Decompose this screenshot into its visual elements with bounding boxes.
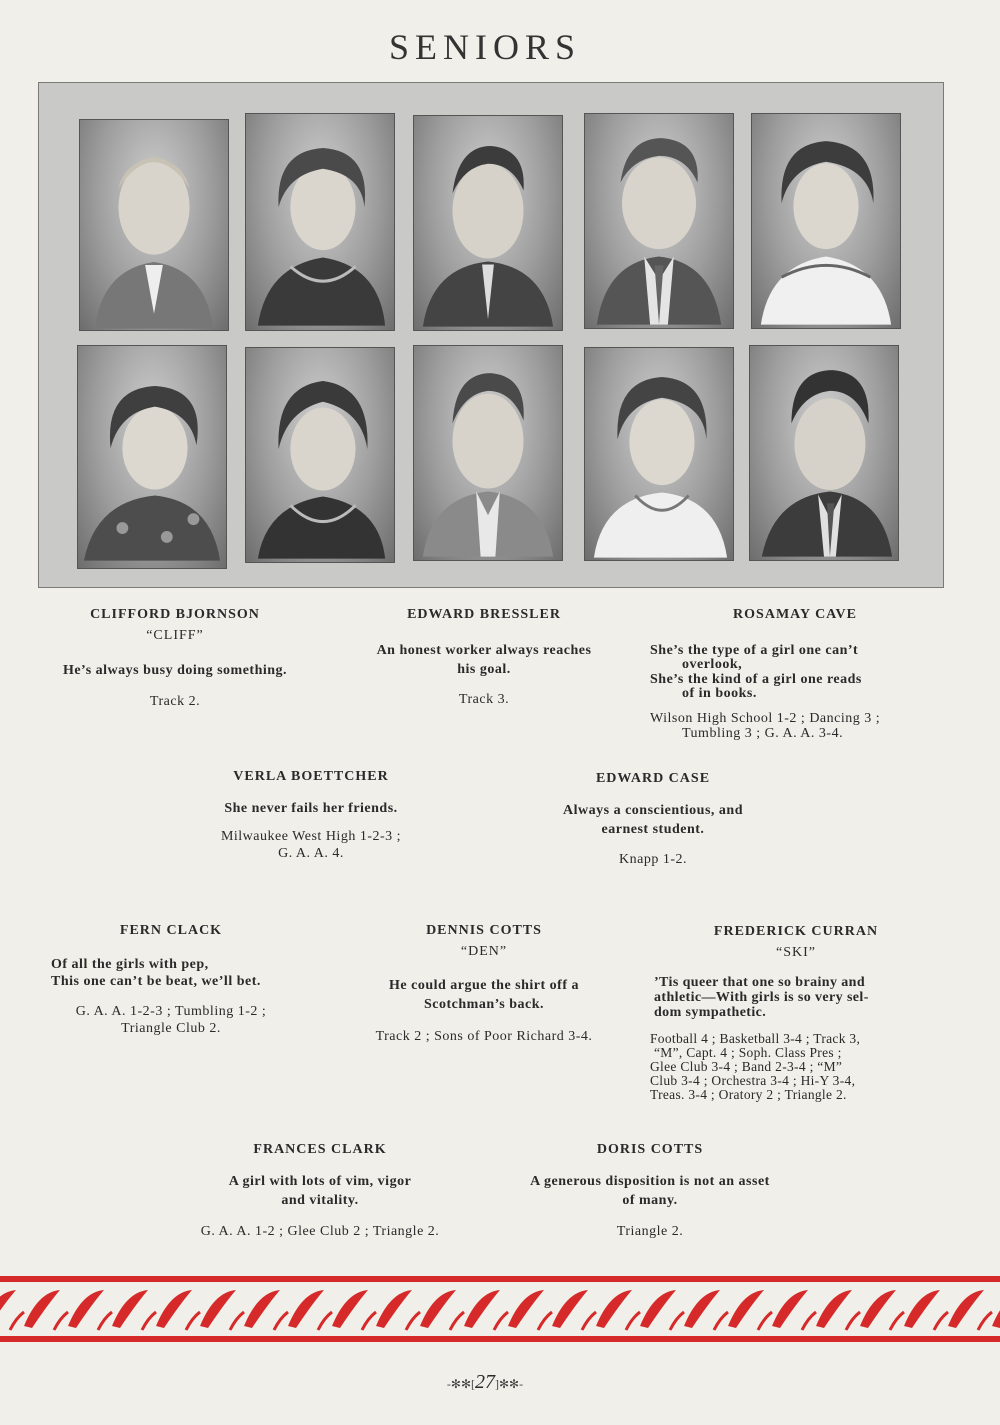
portrait-photo bbox=[245, 347, 395, 563]
page-ornament-left: -✻✻[ bbox=[446, 1377, 475, 1391]
senior-entry-clack bbox=[40, 922, 302, 1037]
leaf-stem bbox=[362, 1312, 376, 1330]
leaf-pattern-icon bbox=[0, 1282, 1000, 1336]
leaf-mark bbox=[156, 1290, 192, 1328]
leaf-stem bbox=[670, 1312, 684, 1330]
senior-entry-doris-cotts bbox=[494, 1141, 806, 1240]
leaf-stem bbox=[714, 1312, 728, 1330]
senior-activities-line: Milwaukee West High 1-2-3 ; bbox=[220, 829, 402, 844]
senior-quote-line: An honest worker always reaches bbox=[376, 643, 592, 658]
senior-activities-line: “M”, Capt. 4 ; Soph. Class Pres ; bbox=[654, 1045, 842, 1060]
leaf-mark bbox=[860, 1290, 896, 1328]
leaf-mark bbox=[24, 1290, 60, 1328]
leaf-mark bbox=[332, 1290, 368, 1328]
senior-activities: Knapp 1-2. bbox=[619, 852, 687, 867]
senior-quote-line: dom sympathetic. bbox=[654, 1005, 767, 1020]
senior-name: FREDERICK CURRAN bbox=[713, 924, 879, 939]
leaf-stem bbox=[450, 1312, 464, 1330]
senior-name: EDWARD CASE bbox=[595, 771, 711, 786]
leaf-mark bbox=[948, 1290, 984, 1328]
leaf-stem bbox=[978, 1312, 992, 1330]
senior-quote-line: She’s the kind of a girl one reads bbox=[650, 672, 862, 687]
leaf-stem bbox=[890, 1312, 904, 1330]
senior-entry-case bbox=[518, 770, 788, 868]
leaf-stem bbox=[626, 1312, 640, 1330]
leaf-mark bbox=[816, 1290, 852, 1328]
senior-entry-bjornson bbox=[40, 606, 310, 710]
senior-quote-line: his goal. bbox=[457, 662, 511, 677]
page-number-value: 27 bbox=[475, 1371, 495, 1393]
senior-name: DENNIS COTTS bbox=[426, 923, 542, 938]
portrait-photo bbox=[413, 345, 563, 561]
leaf-mark bbox=[420, 1290, 456, 1328]
senior-entry-bressler bbox=[346, 606, 622, 708]
leaf-mark bbox=[772, 1290, 808, 1328]
leaf-stem bbox=[406, 1312, 420, 1330]
leaf-mark bbox=[728, 1290, 764, 1328]
page-ornament-right: ]✻✻- bbox=[495, 1377, 524, 1391]
leaf-stem bbox=[98, 1312, 112, 1330]
senior-quote-line: He could argue the shirt off a bbox=[389, 978, 579, 993]
leaf-mark bbox=[244, 1290, 280, 1328]
senior-quote-line: A girl with lots of vim, vigor bbox=[228, 1174, 412, 1189]
senior-activities: Track 2 ; Sons of Poor Richard 3-4. bbox=[375, 1029, 593, 1044]
senior-nickname: “DEN” bbox=[460, 944, 508, 959]
portrait-photo bbox=[584, 347, 734, 561]
leaf-stem bbox=[142, 1312, 156, 1330]
senior-name: DORIS COTTS bbox=[596, 1142, 704, 1157]
portrait-photo bbox=[77, 345, 227, 569]
leaf-stem bbox=[846, 1312, 860, 1330]
leaf-mark bbox=[288, 1290, 324, 1328]
leaf-mark bbox=[508, 1290, 544, 1328]
senior-quote bbox=[40, 956, 302, 990]
portrait-photo bbox=[749, 345, 899, 561]
senior-quote-line: Scotchman’s back. bbox=[424, 997, 544, 1012]
page-title: SENIORS bbox=[388, 27, 582, 67]
senior-activities-line: Triangle Club 2. bbox=[121, 1021, 221, 1036]
senior-name: CLIFFORD BJORNSON bbox=[90, 607, 260, 622]
senior-activities: Triangle 2. bbox=[616, 1224, 684, 1239]
senior-activities: G. A. A. 1-2 ; Glee Club 2 ; Triangle 2. bbox=[200, 1224, 440, 1239]
decorative-border bbox=[0, 1276, 1000, 1342]
senior-quote bbox=[650, 975, 942, 1020]
senior-activities: Track 2. bbox=[149, 694, 201, 709]
senior-activities-line: Tumbling 3 ; G. A. A. 3-4. bbox=[682, 726, 844, 741]
senior-activities bbox=[650, 1032, 942, 1102]
senior-quote bbox=[650, 642, 940, 700]
photo-panel bbox=[38, 82, 944, 588]
senior-activities-line: G. A. A. 1-2-3 ; Tumbling 1-2 ; bbox=[75, 1004, 267, 1019]
senior-activities bbox=[650, 711, 940, 741]
senior-quote-line: of in books. bbox=[682, 686, 757, 701]
senior-name: FERN CLACK bbox=[119, 923, 223, 938]
leaf-mark bbox=[68, 1290, 104, 1328]
senior-quote-line: ’Tis queer that one so brainy and bbox=[654, 975, 866, 990]
leaf-stem bbox=[494, 1312, 508, 1330]
leaf-stem bbox=[274, 1312, 288, 1330]
senior-activities-line: Treas. 3-4 ; Oratory 2 ; Triangle 2. bbox=[650, 1087, 847, 1102]
senior-entry-boettcher bbox=[176, 768, 446, 862]
leaf-stem bbox=[186, 1312, 200, 1330]
leaf-mark bbox=[200, 1290, 236, 1328]
leaf-mark bbox=[552, 1290, 588, 1328]
leaf-stem bbox=[10, 1312, 24, 1330]
senior-quote-line: athletic—With girls is so very sel- bbox=[654, 990, 869, 1005]
leaf-stem bbox=[318, 1312, 332, 1330]
senior-quote-line: and vitality. bbox=[281, 1193, 359, 1208]
leaf-stem bbox=[934, 1312, 948, 1330]
leaf-mark bbox=[596, 1290, 632, 1328]
senior-quote-line: earnest student. bbox=[601, 822, 705, 837]
senior-nickname: “SKI” bbox=[776, 945, 816, 960]
senior-quote-line: Always a conscientious, and bbox=[563, 803, 743, 818]
senior-quote-line: of many. bbox=[622, 1193, 678, 1208]
portrait-photo bbox=[245, 113, 395, 331]
leaf-stem bbox=[582, 1312, 596, 1330]
senior-nickname: “CLIFF” bbox=[146, 628, 204, 643]
senior-activities: Track 3. bbox=[458, 692, 510, 707]
page-number bbox=[0, 1371, 970, 1394]
senior-quote-line: She’s the type of a girl one can’t bbox=[650, 643, 859, 658]
leaf-stem bbox=[538, 1312, 552, 1330]
senior-name: ROSAMAY CAVE bbox=[733, 607, 857, 622]
senior-activities-line: Football 4 ; Basketball 3-4 ; Track 3, bbox=[650, 1031, 861, 1046]
leaf-mark bbox=[684, 1290, 720, 1328]
senior-entry-dennis-cotts bbox=[336, 922, 632, 1045]
leaf-stem bbox=[802, 1312, 816, 1330]
leaf-stem bbox=[758, 1312, 772, 1330]
senior-quote-line: Of all the girls with pep, bbox=[51, 957, 209, 972]
leaf-stem bbox=[230, 1312, 244, 1330]
leaf-mark bbox=[992, 1290, 1000, 1328]
leaf-mark bbox=[464, 1290, 500, 1328]
senior-activities-line: Wilson High School 1-2 ; Dancing 3 ; bbox=[650, 711, 881, 726]
portrait-photo bbox=[413, 115, 563, 331]
portrait-photo bbox=[584, 113, 734, 329]
senior-quote-line: This one can’t be beat, we’ll bet. bbox=[51, 974, 261, 989]
leaf-mark bbox=[376, 1290, 412, 1328]
senior-name: VERLA BOETTCHER bbox=[233, 769, 389, 784]
leaf-mark bbox=[112, 1290, 148, 1328]
senior-entry-cave bbox=[650, 606, 940, 741]
leaf-stem bbox=[54, 1312, 68, 1330]
leaf-mark bbox=[904, 1290, 940, 1328]
senior-activities-line: Glee Club 3-4 ; Band 2-3-4 ; “M” bbox=[650, 1059, 843, 1074]
portrait-photo bbox=[751, 113, 901, 329]
senior-activities-line: Club 3-4 ; Orchestra 3-4 ; Hi-Y 3-4, bbox=[650, 1073, 856, 1088]
senior-entry-clark bbox=[170, 1141, 470, 1240]
senior-activities-line: G. A. A. 4. bbox=[278, 846, 344, 861]
senior-name: EDWARD BRESSLER bbox=[407, 607, 561, 622]
leaf-mark bbox=[640, 1290, 676, 1328]
senior-quote: She never fails her friends. bbox=[224, 801, 398, 816]
senior-entry-curran bbox=[650, 923, 942, 1102]
senior-name: FRANCES CLARK bbox=[253, 1142, 387, 1157]
senior-quote-line: overlook, bbox=[682, 657, 743, 672]
senior-quote-line: A generous disposition is not an asset bbox=[530, 1174, 770, 1189]
portrait-photo bbox=[79, 119, 229, 331]
senior-quote: He’s always busy doing something. bbox=[62, 663, 288, 678]
